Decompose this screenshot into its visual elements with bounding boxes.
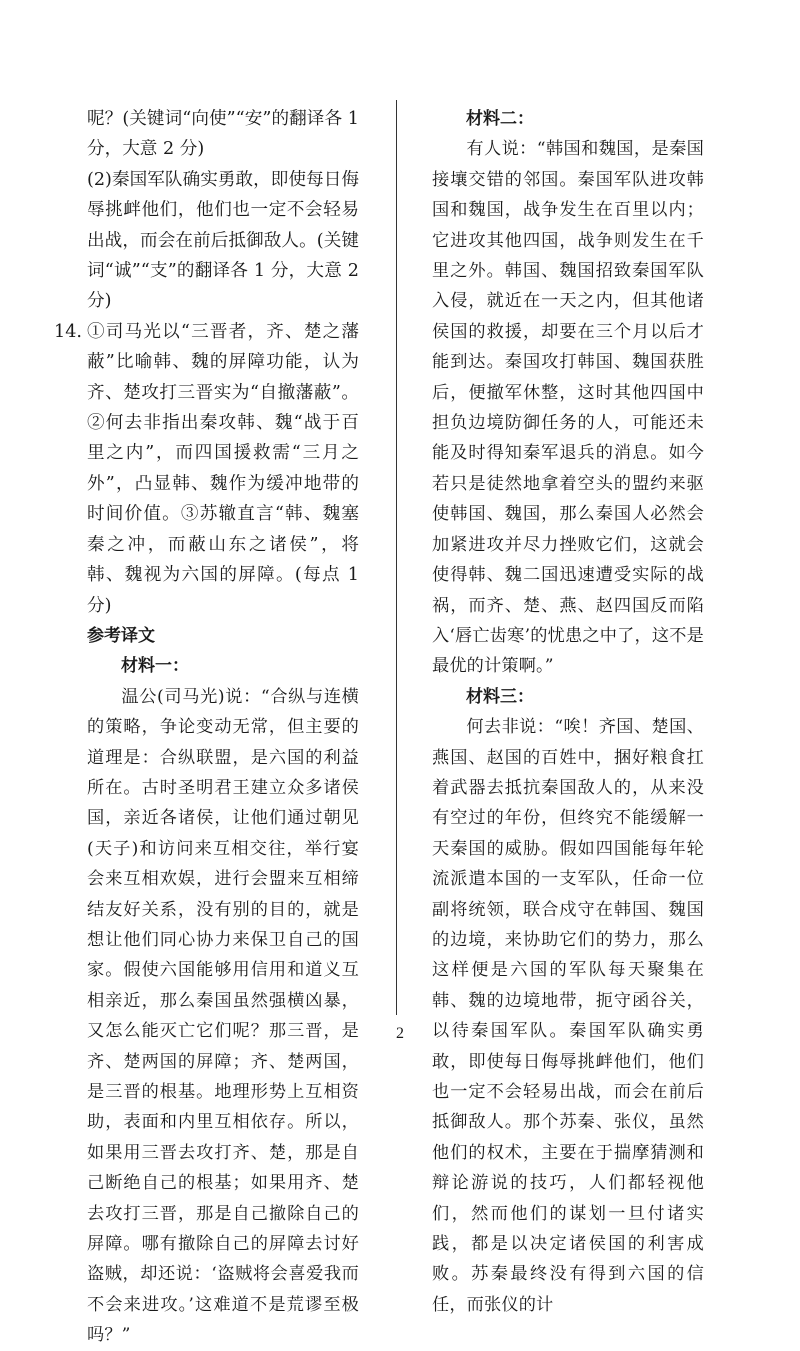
question14-number: 14. xyxy=(54,321,82,342)
question14-answer xyxy=(54,317,359,621)
material1-heading: 材料一： xyxy=(121,656,189,677)
page-number: 2 xyxy=(396,1025,404,1042)
reference-translation-heading: 参考译文 xyxy=(87,625,155,646)
material3-text: 何去非说：“唉！齐国、楚国、燕国、赵国的百姓中，捆好粮食扛着武器去抵抗秦国敌人的，从来没有空过的年份，但终究不能缓解一天秦国的威胁。假如四国能每年轮流派遣本国的一支军队，任命一位副将统领，联合戍守在韩国、魏国的边境，来协助它们的势力，那么这样便是六国的军队每天聚集在韩、魏的边境地带，扼守函谷关，以待秦国军队。秦国军队确实勇敢，即使每日侮辱挑衅他们，他们也一定不会轻易出战，而会在前后抵御敌人。那个苏秦、张仪，虽然他们的权术，主要在于揣摩猜测和辩论游说的技巧，人们都轻视他们，然而他们的谋划一旦付诸实践，都是以决定诸侯国的利害成败。苏秦最终没有得到六国的信任，而张仪的计 xyxy=(432,717,704,1315)
right-column xyxy=(432,104,704,1320)
material1-text: 温公(司马光)说：“合纵与连横的策略，争论变动无常，但主要的道理是：合纵联盟，是六国的利益所在。古时圣明君王建立众多诸侯国，亲近各诸侯，让他们通过朝见(天子)和访问来互相交往，举行宴会来互相欢娱，进行会盟来互相缔结友好关系，没有别的目的，就是想让他们同心协力来保卫自己的国家。假使六国能够用信用和道义互相亲近，那么秦国虽然强横凶暴，又怎么能灭亡它们呢？那三晋，是齐、楚两国的屏障；齐、楚两国，是三晋的根基。地理形势上互相资助，表面和内里互相依存。所以，如果用三晋去攻打齐、楚，那是自己断绝自己的根基；如果用齐、楚去攻打三晋，那是自己撤除自己的屏障。哪有撤除自己的屏障去讨好盗贼，却还说：‘盗贼将会喜爱我而不会来进攻。’这难道不是荒谬至极吗？” xyxy=(87,686,359,1346)
answer13-part2: (2)秦国军队确实勇敢，即使每日侮辱挑衅他们，他们也一定不会轻易出战，而会在前后抵御敌人。(关键词“诚”“支”的翻译各 1 分，大意 2 分) xyxy=(87,169,359,312)
column-divider xyxy=(396,100,397,1015)
answer13-tail: 呢？(关键词“向使”“安”的翻译各 1 分，大意 2 分) xyxy=(87,109,359,160)
material2-heading: 材料二： xyxy=(466,109,534,129)
material3-heading: 材料三： xyxy=(466,686,534,707)
question14-text: ①司马光以“三晋者，齐、楚之藩蔽”比喻韩、魏的屏障功能，认为齐、楚攻打三晋实为“自撤藩蔽”。②何去非指出秦攻韩、魏“战于百里之内”，而四国援救需“三月之外”，凸显韩、魏作为缓冲地带的时间价值。③苏辙直言“韩、魏塞秦之冲，而蔽山东之诸侯”，将韩、魏视为六国的屏障。(每点 1 分) xyxy=(87,321,359,616)
material2-text: 有人说：“韩国和魏国，是秦国接壤交错的邻国。秦国军队进攻韩国和魏国，战争发生在百里以内；它进攻其他四国，战争则发生在千里之外。韩国、魏国招致秦国军队入侵，就近在一天之内，但其他诸侯国的救援，却要在三个月以后才能到达。秦国攻打韩国、魏国获胜后，便撤军休整，这时其他四国中担负边境防御任务的人，可能还未能及时得知秦军退兵的消息。如今若只是徒然地拿着空头的盟约来驱使韩国、魏国，那么秦国人必然会加紧进攻并尽力挫败它们，这就会使得韩、魏二国迅速遭受实际的战祸，而齐、楚、燕、赵四国反而陷入‘唇亡齿寒’的忧患之中了，这不是最优的计策啊。” xyxy=(432,139,704,677)
left-column xyxy=(54,104,359,1351)
